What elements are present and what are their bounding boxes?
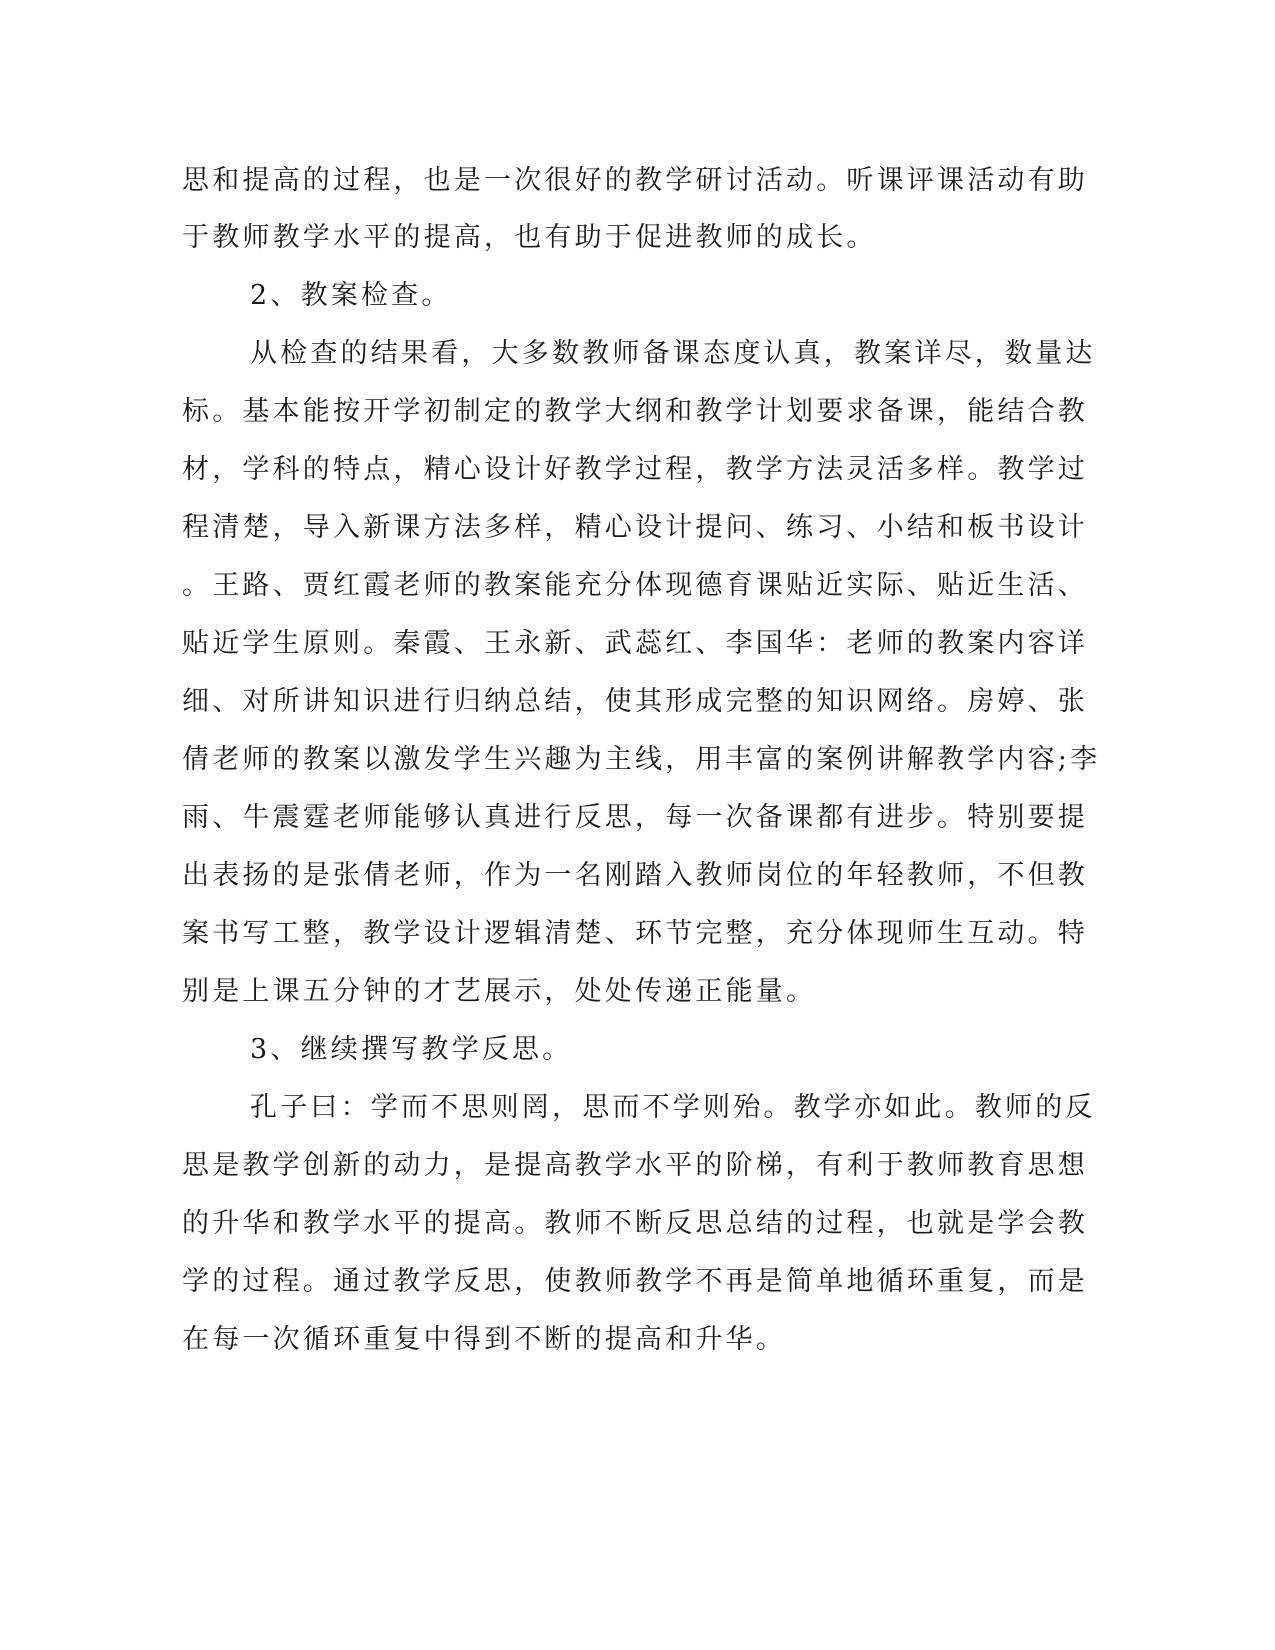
text-line: 倩老师的教案以激发学生兴趣为主线，用丰富的案例讲解教学内容;李 <box>182 744 1101 775</box>
text-line: 于教师教学水平的提高，也有助于促进教师的成长。 <box>182 222 877 253</box>
text-line: 思和提高的过程，也是一次很好的教学研讨活动。听课评课活动有助 <box>182 165 1088 196</box>
text-line: 别是上课五分钟的才艺展示，处处传递正能量。 <box>182 976 817 1007</box>
paragraph-first-line: 孔子曰：学而不思则罔，思而不学则殆。教学亦如此。教师的反 <box>250 1092 1096 1123</box>
text-line: 材，学科的特点，精心设计好教学过程，教学方法灵活多样。教学过 <box>182 454 1088 485</box>
text-line: 细、对所讲知识进行归纳总结，使其形成完整的知识网络。房婷、张 <box>182 686 1088 717</box>
section-heading: 2、教案检查。 <box>250 280 452 311</box>
text-line: 在每一次循环重复中得到不断的提高和升华。 <box>182 1324 786 1355</box>
text-line: 出表扬的是张倩老师，作为一名刚踏入教师岗位的年轻教师，不但教 <box>182 860 1088 891</box>
text-line: 程清楚，导入新课方法多样，精心设计提问、练习、小结和板书设计 <box>182 512 1088 543</box>
text-line: 案书写工整，教学设计逻辑清楚、环节完整，充分体现师生互动。特 <box>182 918 1088 949</box>
text-line: 雨、牛震霆老师能够认真进行反思，每一次备课都有进步。特别要提 <box>182 802 1088 833</box>
text-line: 标。基本能按开学初制定的教学大纲和教学计划要求备课，能结合教 <box>182 396 1088 427</box>
text-line: 。王路、贾红霞老师的教案能充分体现德育课贴近实际、贴近生活、 <box>182 570 1088 601</box>
text-line: 思是教学创新的动力，是提高教学水平的阶梯，有利于教师教育思想 <box>182 1150 1088 1181</box>
paragraph-first-line: 从检查的结果看，大多数教师备课态度认真，教案详尽，数量达 <box>250 338 1096 369</box>
text-line: 贴近学生原则。秦霞、王永新、武蕊红、李国华：老师的教案内容详 <box>182 628 1088 659</box>
text-line: 的升华和教学水平的提高。教师不断反思总结的过程，也就是学会教 <box>182 1208 1088 1239</box>
text-line: 学的过程。通过教学反思，使教师教学不再是简单地循环重复，而是 <box>182 1266 1088 1297</box>
section-heading: 3、继续撰写教学反思。 <box>250 1034 573 1065</box>
